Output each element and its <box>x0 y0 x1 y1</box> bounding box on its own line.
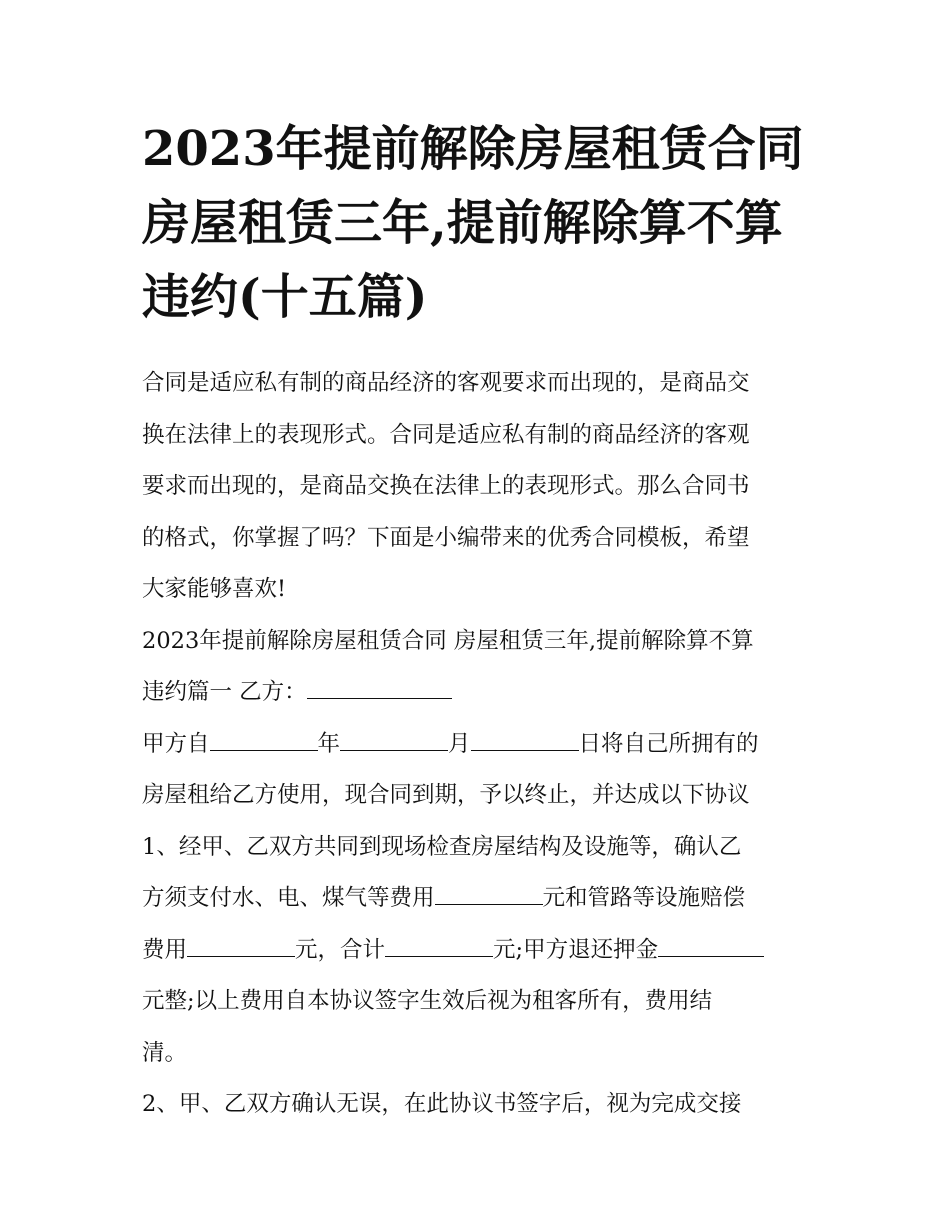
text-fragment: 元和管路等设施赔偿 <box>542 885 746 911</box>
item-line: 2、甲、乙双方确认无误，在此协议书签字后，视为完成交接 <box>142 1091 742 1117</box>
item-line: 清。 <box>142 1039 188 1066</box>
year-blank[interactable] <box>210 730 318 751</box>
document-title <box>142 112 822 334</box>
utility-fee-blank[interactable] <box>435 884 543 905</box>
title-line: 房屋租赁三年,提前解除算不算 <box>142 195 783 251</box>
party-b-blank[interactable] <box>307 678 452 699</box>
intro-line: 合同是适应私有制的商品经济的客观要求而出现的，是商品交 <box>142 370 750 396</box>
text-fragment: 日将自己所拥有的 <box>578 730 759 757</box>
title-line: 2023年提前解除房屋租赁合同 <box>142 121 804 177</box>
month-blank[interactable] <box>340 730 448 751</box>
text-fragment: 年 <box>317 730 341 757</box>
total-blank[interactable] <box>385 936 493 957</box>
deposit-blank[interactable] <box>658 936 764 957</box>
text-fragment: 甲方自 <box>142 730 210 757</box>
title-line: 违约(十五篇) <box>142 269 428 325</box>
text-fragment: 费用 <box>142 936 188 963</box>
item-line <box>142 873 822 925</box>
day-blank[interactable] <box>471 730 579 751</box>
paragraph-line: 房屋租给乙方使用，现合同到期，予以终止，并达成以下协议 <box>142 782 750 808</box>
text-fragment: 元;甲方退还押金 <box>493 936 659 963</box>
intro-line: 要求而出现的，是商品交换在法律上的表现形式。那么合同书 <box>142 473 750 499</box>
section-heading-line <box>142 667 822 719</box>
text-fragment: 元，合计 <box>295 936 386 963</box>
intro-line: 的格式，你掌握了吗？下面是小编带来的优秀合同模板，希望 <box>142 524 750 551</box>
item-line <box>142 925 822 977</box>
document-body <box>142 358 822 1131</box>
party-b-label: 违约篇一 乙方： <box>142 679 307 705</box>
item-line: 1、经甲、乙双方共同到现场检查房屋结构及设施等，确认乙 <box>142 833 742 860</box>
intro-line: 大家能够喜欢! <box>142 576 287 602</box>
text-fragment: 方须支付水、电、煤气等费用 <box>142 885 435 911</box>
item-line: 元整;以上费用自本协议签字生效后视为租客所有，费用结 <box>142 988 713 1014</box>
intro-line: 换在法律上的表现形式。合同是适应私有制的商品经济的客观 <box>142 421 750 448</box>
text-fragment: 月 <box>448 730 471 757</box>
section-heading-line: 2023年提前解除房屋租赁合同 房屋租赁三年,提前解除算不算 <box>142 627 754 654</box>
paragraph-line <box>142 719 822 771</box>
compensation-blank[interactable] <box>187 936 295 957</box>
